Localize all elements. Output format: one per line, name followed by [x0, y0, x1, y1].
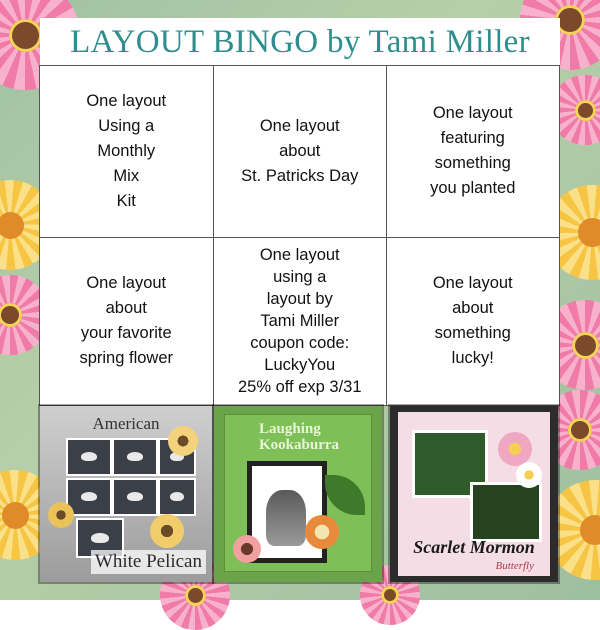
- butterfly-layout-caption: Scarlet Mormon: [413, 537, 535, 557]
- pelican-photo: [66, 438, 112, 476]
- flower-embellishment: [305, 515, 339, 549]
- bingo-cell[interactable]: [213, 65, 388, 239]
- bingo-cell-text: One layout Using a Monthly Mix Kit: [86, 91, 167, 210]
- flower-embellishment: [498, 432, 532, 466]
- pelican-photo: [112, 478, 158, 516]
- flower-embellishment: [150, 514, 184, 548]
- butterfly-photo: [470, 482, 542, 542]
- bingo-cell[interactable]: [213, 237, 388, 407]
- pelican-photo: [158, 478, 196, 516]
- leaf-embellishment: [325, 475, 365, 515]
- kookaburra-layout-heading: Laughing Kookaburra: [259, 421, 340, 453]
- flower-embellishment: [233, 535, 261, 563]
- butterfly-layout-thumbnail[interactable]: [390, 406, 558, 582]
- flower-embellishment: [516, 462, 542, 488]
- kookaburra-layout-thumbnail[interactable]: [214, 406, 382, 582]
- kookaburra-layout-page: [224, 414, 372, 572]
- bingo-cell[interactable]: [386, 65, 561, 239]
- page-title: LAYOUT BINGO by Tami Miller: [40, 18, 560, 66]
- bingo-cell[interactable]: [386, 237, 561, 407]
- bingo-cell-text: One layout about your favorite spring flower: [79, 274, 174, 368]
- bingo-cell[interactable]: [39, 65, 215, 239]
- pelican-layout-thumbnail[interactable]: [40, 406, 212, 582]
- bingo-cell[interactable]: [39, 237, 215, 407]
- bingo-cell-text: One layout about something lucky!: [432, 274, 513, 368]
- bingo-cell-text: One layout using a layout by Tami Miller coupon code: LuckyYou 25% off exp 3/31: [237, 246, 362, 397]
- bingo-grid: [40, 66, 560, 406]
- bingo-cell-text: One layout featuring something you planted: [430, 104, 516, 198]
- butterfly-layout-page: [398, 412, 550, 576]
- pelican-layout-caption: White Pelican: [91, 550, 206, 574]
- bingo-cell-text: One layout about St. Patricks Day: [241, 116, 359, 185]
- pelican-layout-heading: American: [92, 414, 160, 433]
- pelican-photo: [112, 438, 158, 476]
- butterfly-layout-subcaption: Butterfly: [495, 560, 534, 572]
- flower-embellishment: [48, 502, 74, 528]
- flower-embellishment: [168, 426, 198, 456]
